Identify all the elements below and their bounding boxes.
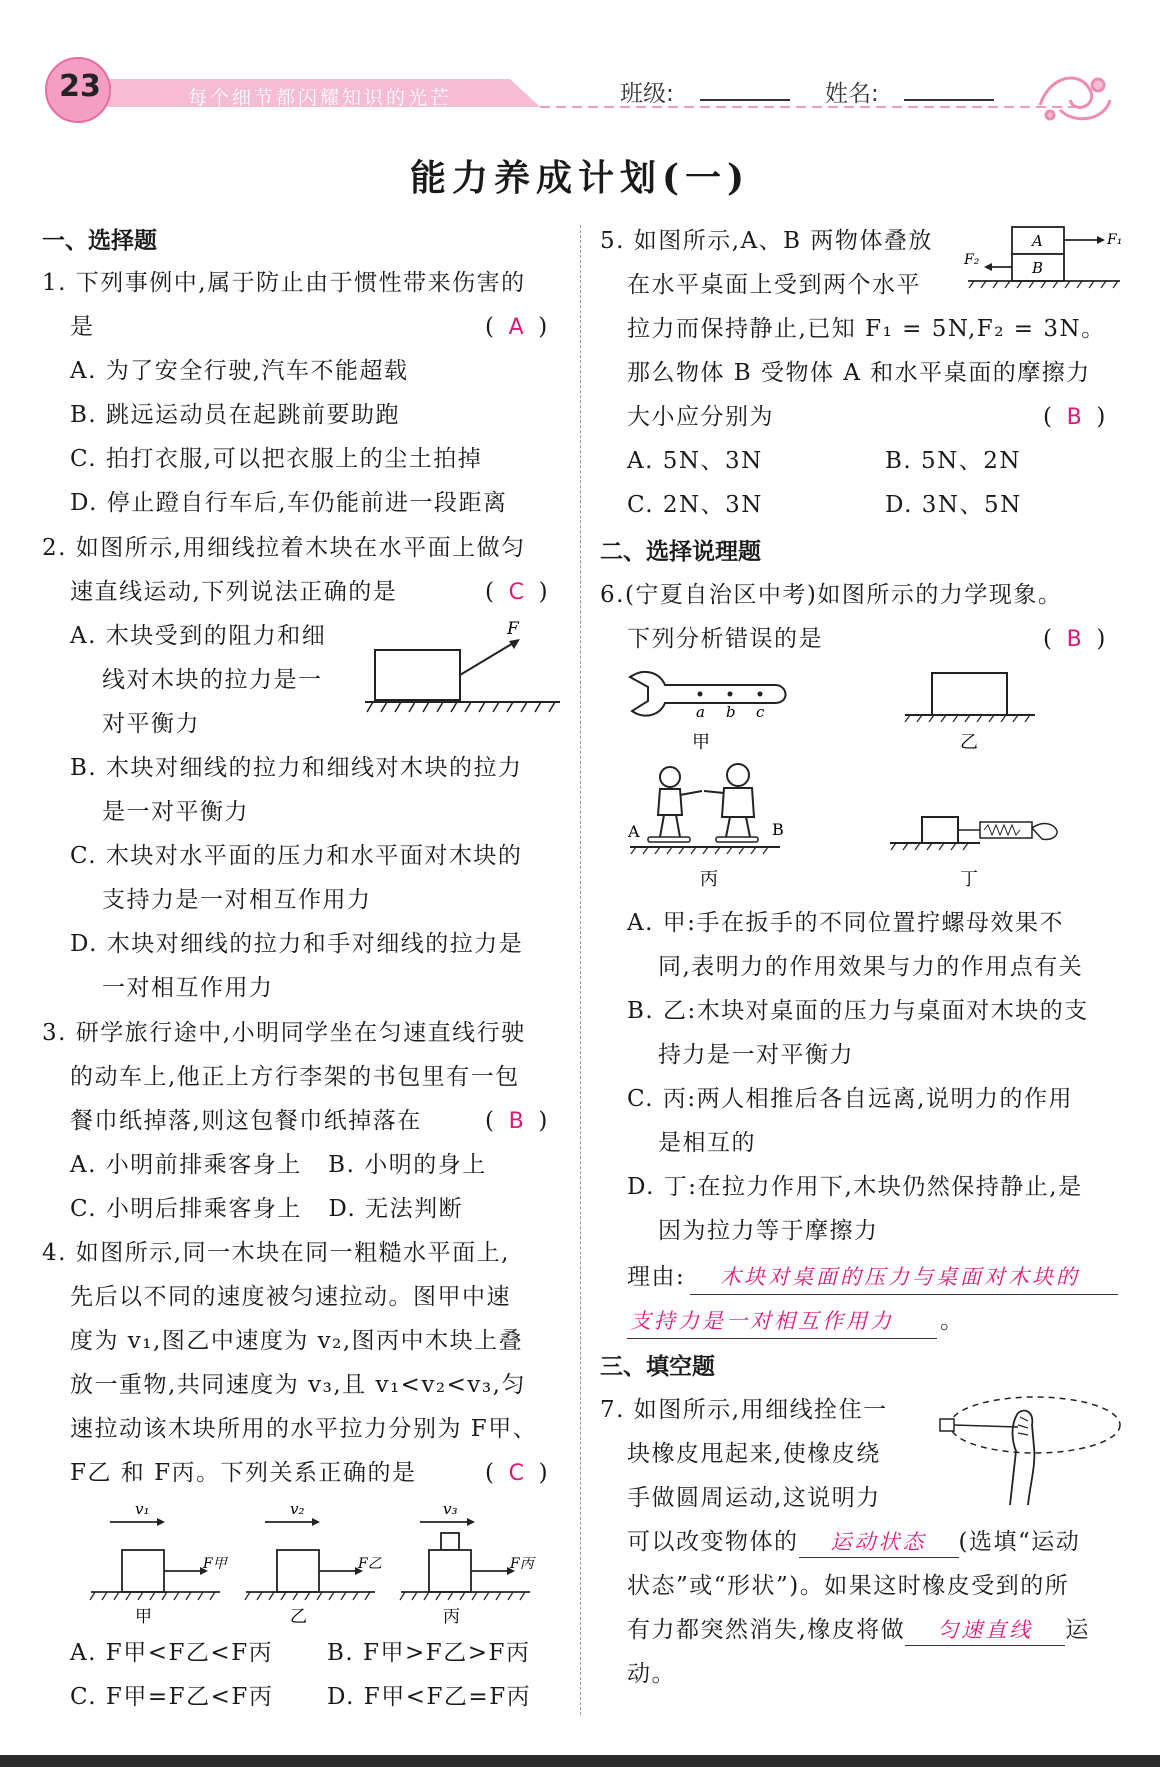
q4-option-d: D. F甲<F乙=F丙 — [327, 1684, 532, 1710]
q4-answer-bracket: ( C ) — [485, 1460, 548, 1486]
q5-figure — [960, 222, 1130, 297]
name-label: 姓名: — [825, 81, 879, 107]
caption-yi: 乙 — [290, 1607, 307, 1627]
force-label: F — [507, 620, 519, 639]
q5-option-a: A. 5N、3N — [627, 448, 763, 474]
q2-option-a-2: 线对木块的拉力是一 — [102, 667, 323, 693]
page-number: 23 — [59, 69, 101, 104]
section-heading-reasoning: 二、选择说理题 — [600, 539, 761, 565]
q4-stem-4: 放一重物,共同速度为 v₃,且 v₁<v₂<v₃,匀 — [70, 1372, 526, 1398]
block-jia — [122, 1550, 164, 1592]
q7-text-pre: 可以改变物体的 — [627, 1529, 799, 1555]
q5-option-d: D. 3N、5N — [885, 492, 1022, 518]
q6-stem-2: 下列分析错误的是 — [627, 626, 823, 652]
q6-reason-period: 。 — [940, 1308, 965, 1334]
q1-option-c: C. 拍打衣服,可以把衣服上的尘土拍掉 — [70, 446, 483, 472]
q3-stem: 3. 研学旅行途中,小明同学坐在匀速直线行驶 — [42, 1020, 526, 1046]
q6-option-b: B. 乙:木块对桌面的压力与桌面对木块的支 — [627, 998, 1089, 1024]
q6-reason-text-2[interactable]: 支持力是一对相互作用力 — [630, 1309, 894, 1333]
q6-option-d: D. 丁:在拉力作用下,木块仍然保持静止,是 — [627, 1174, 1083, 1200]
q3-options-ab: A. 小明前排乘客身上 B. 小明的身上 — [70, 1152, 487, 1178]
q6-option-c-2: 是相互的 — [658, 1130, 756, 1156]
bottom-bar — [0, 1755, 1160, 1767]
f2-label: F₂ — [964, 252, 980, 268]
weight-bing — [441, 1533, 459, 1550]
q1-stem-2: 是 — [70, 314, 95, 340]
force-jia-label: F甲 — [203, 1556, 227, 1572]
q4-option-b: B. F甲>F乙>F丙 — [327, 1640, 531, 1666]
q4-answer: C — [508, 1461, 524, 1486]
q7-text-post-2: 运 — [1065, 1617, 1090, 1643]
ground-hatch — [367, 702, 555, 712]
figure-jia — [90, 1500, 229, 1627]
wrench-label-a: a — [696, 703, 705, 721]
q1-answer: A — [508, 315, 524, 340]
q7-stem-4 — [627, 1527, 1080, 1558]
q6-reason-text[interactable]: 木块对桌面的压力与桌面对木块的 — [720, 1265, 1080, 1289]
name-field[interactable] — [904, 99, 994, 101]
q3-options-cd: C. 小明后排乘客身上 D. 无法判断 — [70, 1196, 464, 1222]
block-b-label: B — [1032, 259, 1044, 277]
q7-stem-5: 状态”或“形状”)。如果这时橡皮受到的所 — [627, 1573, 1070, 1599]
column-divider — [580, 225, 581, 1715]
caption-bing: 丙 — [443, 1607, 460, 1627]
q4-stem-5: 速拉动该木块所用的水平拉力分别为 F甲、 — [70, 1416, 538, 1442]
q7-text-post: (选填“运动 — [958, 1529, 1081, 1555]
force-yi-label: F乙 — [358, 1556, 382, 1572]
q4-option-a: A. F甲<F乙<F丙 — [70, 1640, 274, 1666]
q2-option-c: C. 木块对水平面的压力和水平面对木块的 — [70, 843, 523, 869]
q6-figures — [620, 665, 1070, 900]
caption-yi-6: 乙 — [960, 732, 978, 753]
page-title: 能力养成计划(一) — [409, 157, 751, 199]
q1-stem: 1. 下列事例中,属于防止由于惯性带来伤害的 — [42, 270, 526, 296]
q6-option-a-2: 同,表明力的作用效果与力的作用点有关 — [658, 954, 1084, 980]
caption-jia: 甲 — [135, 1607, 152, 1627]
caption-jia-6: 甲 — [692, 732, 710, 753]
q5-answer-bracket: ( B ) — [1043, 404, 1106, 430]
caption-bing-6: 丙 — [700, 869, 718, 890]
q5-option-b: B. 5N、2N — [885, 448, 1022, 474]
v2-label: v₂ — [290, 1500, 305, 1518]
block-bing — [429, 1550, 471, 1592]
block-yi — [277, 1550, 319, 1592]
figure-yi — [245, 1500, 382, 1627]
q6-reason-label: 理由: — [627, 1264, 686, 1290]
block-on-table — [905, 673, 1035, 753]
q5-answer: B — [1066, 405, 1082, 430]
q6-option-d-2: 因为拉力等于摩擦力 — [658, 1218, 879, 1244]
block-a-label: A — [1032, 232, 1043, 250]
q1-option-b: B. 跳远运动员在起跳前要助跑 — [70, 402, 401, 428]
q2-option-b-2: 是一对平衡力 — [102, 799, 249, 825]
q6-stem: 6.(宁夏自治区中考)如图所示的力学现象。 — [600, 582, 1063, 608]
eraser — [940, 1419, 954, 1431]
q3-answer-bracket: ( B ) — [485, 1108, 548, 1134]
q5-stem-2: 在水平桌面上受到两个水平 — [627, 272, 921, 298]
q7-stem: 7. 如图所示,用细线拴住一 — [600, 1397, 888, 1423]
q2-answer: C — [508, 580, 524, 605]
q1-answer-bracket: ( A ) — [485, 314, 548, 340]
q7-blank-2[interactable]: 匀速直线 — [905, 1615, 1065, 1646]
page-header — [40, 55, 1120, 125]
q3-stem-2: 的动车上,他正上方行李架的书包里有一包 — [70, 1064, 520, 1090]
skater-label-b: B — [772, 820, 784, 839]
caption-ding-6: 丁 — [960, 869, 978, 890]
wrench-icon — [630, 672, 786, 753]
q5-stem: 5. 如图所示,A、B 两物体叠放 — [600, 228, 933, 254]
v3-label: v₃ — [443, 1500, 458, 1518]
f1-label: F₁ — [1107, 232, 1123, 248]
spring-scale-icon — [890, 817, 1057, 890]
section-heading-choice: 一、选择题 — [42, 228, 157, 254]
figure-bing — [400, 1500, 536, 1627]
q1-option-a: A. 为了安全行驶,汽车不能超载 — [70, 358, 409, 384]
q7-stem-3: 手做圆周运动,这说明力 — [627, 1485, 881, 1511]
q2-option-a: A. 木块受到的阻力和细 — [70, 623, 327, 649]
section-heading-fill: 三、填空题 — [600, 1354, 715, 1380]
q3-stem-3: 餐巾纸掉落,则这包餐巾纸掉落在 — [70, 1108, 422, 1134]
q7-stem-7: 动。 — [627, 1661, 676, 1687]
wood-block — [375, 650, 460, 700]
hand-icon — [1010, 1411, 1034, 1505]
q4-figure — [85, 1500, 545, 1630]
q4-stem-6: F乙 和 F丙。下列关系正确的是 — [70, 1460, 417, 1486]
q6-option-b-2: 持力是一对平衡力 — [658, 1042, 854, 1068]
q2-option-b: B. 木块对细线的拉力和细线对木块的拉力 — [70, 755, 523, 781]
q7-blank-1[interactable]: 运动状态 — [799, 1527, 959, 1558]
wrench-label-c: c — [756, 703, 765, 721]
q1-option-d: D. 停止蹬自行车后,车仍能前进一段距离 — [70, 490, 508, 516]
q2-option-d-2: 一对相互作用力 — [102, 975, 274, 1001]
wrench-label-b: b — [726, 703, 736, 721]
q2-answer-bracket: ( C ) — [485, 579, 548, 605]
force-arrow — [460, 642, 515, 675]
q4-stem-2: 先后以不同的速度被匀速拉动。图甲中速 — [70, 1284, 511, 1310]
q2-figure — [365, 620, 565, 720]
q7-figure — [930, 1385, 1125, 1515]
force-bing-label: F丙 — [510, 1556, 534, 1572]
q4-stem: 4. 如图所示,同一木块在同一粗糙水平面上, — [42, 1240, 510, 1266]
string — [954, 1425, 1018, 1427]
q2-option-d: D. 木块对细线的拉力和手对细线的拉力是 — [70, 931, 524, 957]
q5-option-c: C. 2N、3N — [627, 492, 763, 518]
q5-stem-3: 拉力而保持静止,已知 F₁ = 5N,F₂ = 3N。 — [627, 316, 1106, 342]
q6-reason-underline-2 — [627, 1338, 937, 1339]
q7-text-pre-2: 有力都突然消失,橡皮将做 — [627, 1617, 906, 1643]
q4-stem-3: 度为 v₁,图乙中速度为 v₂,图丙中木块上叠 — [70, 1328, 524, 1354]
q6-option-a: A. 甲:手在扳手的不同位置拧螺母效果不 — [627, 910, 1064, 936]
q3-answer: B — [508, 1109, 524, 1134]
skater-label-a: A — [628, 822, 640, 841]
v1-label: v₁ — [135, 1500, 150, 1518]
q7-stem-6 — [627, 1615, 1090, 1646]
q6-answer: B — [1066, 627, 1082, 652]
header-motto: 每个细节都闪耀知识的光芒 — [188, 87, 453, 109]
q4-option-c: C. F甲=F乙<F丙 — [70, 1684, 274, 1710]
class-field[interactable] — [700, 99, 790, 101]
q7-stem-2: 块橡皮甩起来,使橡皮绕 — [627, 1441, 881, 1467]
q5-stem-5: 大小应分别为 — [627, 404, 774, 430]
q5-stem-4: 那么物体 B 受物体 A 和水平桌面的摩擦力 — [627, 360, 1091, 386]
skaters-pushing-icon — [627, 764, 784, 890]
q6-option-c: C. 丙:两人相推后各自远离,说明力的作用 — [627, 1086, 1073, 1112]
q6-answer-bracket: ( B ) — [1043, 626, 1106, 652]
floral-ornament-icon — [1040, 78, 1110, 119]
q2-option-a-3: 对平衡力 — [102, 711, 200, 737]
q2-stem-2: 速直线运动,下列说法正确的是 — [70, 579, 398, 605]
q2-option-c-2: 支持力是一对相互作用力 — [102, 887, 372, 913]
q6-reason-underline — [690, 1294, 1118, 1295]
q2-stem: 2. 如图所示,用细线拉着木块在水平面上做匀 — [42, 535, 526, 561]
class-label: 班级: — [620, 81, 674, 107]
